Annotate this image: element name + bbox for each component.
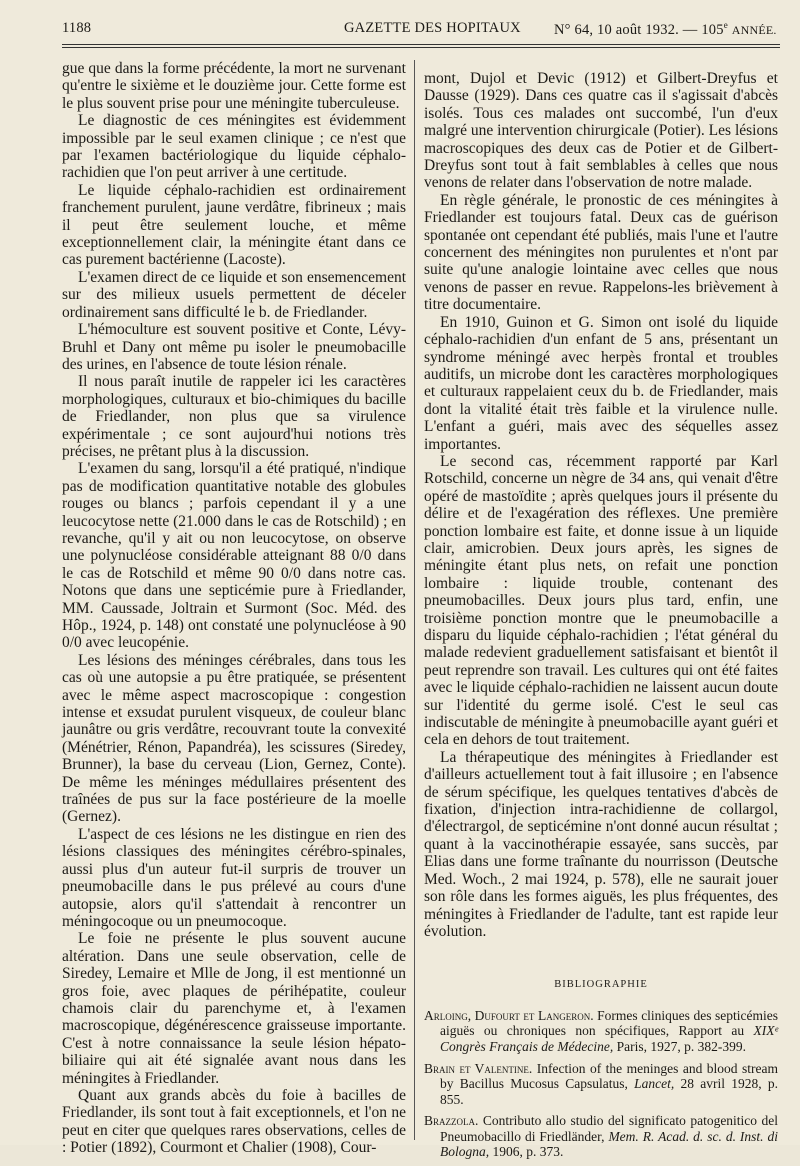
journal-title: GAZETTE DES HOPITAUX: [344, 20, 521, 36]
issue-info: [554, 20, 777, 39]
bib-authors: Brazzola.: [424, 1113, 479, 1129]
column-divider: [414, 60, 415, 1140]
issue-text: N° 64, 10 août 1932. — 105: [554, 21, 724, 38]
paragraph: L'hémoculture est souvent positive et Conte, Lévy-Bruhl et Dany ont même pu isoler le pneumobacille des urines, en l'absence de toute lésion rénale.: [62, 321, 406, 373]
paragraph: mont, Dujol et Devic (1912) et Gilbert-Dreyfus et Dausse (1929). Dans ces quatre cas il s'agissait d'abcès isolés. Tous ces malades ont succombé, l'un d'eux malgré une intervention chirurgicale (Potier). Les lésions macroscopiques des deux cas de Potier et de Gilbert-Dreyfus sont tout à fait semblables à celles que nous venons de relater dans l'observation de notre malade.: [424, 70, 778, 192]
bib-text: Formes cliniques des septicémies aiguës ou chroniques non spécifiques, Rapport au: [440, 1007, 778, 1039]
issue-sup: e: [723, 20, 728, 30]
bib-source: Lancet,: [634, 1076, 675, 1092]
paragraph: En règle générale, le pronostic de ces méningites à Friedlander est toujours fatal. Deux cas de guérison spontanée ont cependant été publiés, mais l'une et l'autre concernent des méningites non purulentes et n'ont par suite qu'une analogie lointaine avec celles que nous venons de passer en revue. Rappelons-les brièvement à titre documentaire.: [424, 191, 778, 314]
paragraph: Le liquide céphalo-rachidien est ordinairement franchement purulent, jaune verdâtre, fibrineux ; mais il peut être seulement louche, et même exceptionnellement clair, la méningite étant dans ce cas purement bactérienne (Lacoste).: [62, 181, 406, 269]
bib-authors: Brain et Valentine.: [424, 1060, 533, 1076]
bibliography-entry: [424, 1008, 778, 1055]
bibliography-entry: [424, 1061, 778, 1108]
paragraph: Le foie ne présente le plus souvent aucune altération. Dans une seule observation, celle de Siredey, Lemaire et Mlle de Jong, il est mentionné un gros foie, avec plaques de périhépatite, couleur chamois clair du parenchyme et, à l'examen macroscopique, dégénérescence graisseuse importante. C'est à notre connaissance la seule lésion hépato-biliaire qui ait été signalée avant nous dans les méningites à Friedlander.: [62, 930, 406, 1087]
paragraph: L'examen direct de ce liquide et son ensemencement sur des milieux usuels permettent de déceler ordinairement sans difficulté le b. de Friedlander.: [62, 268, 406, 321]
header-rule-top: [62, 44, 780, 45]
paragraph: L'aspect de ces lésions ne les distingue en rien des lésions classiques des méningites cérébro-spinales, aussi plus d'un auteur fut-il surpris de trouver un pneumobacille dans le pus prélevé au cours d'une autopsie, alors qu'il s'attendait à rencontrer un méningocoque ou un pneumocoque.: [62, 825, 406, 930]
bib-tail: Paris, 1927, p. 382-399.: [613, 1038, 746, 1054]
paragraph: L'examen du sang, lorsqu'il a été pratiqué, n'indique pas de modification quantitative notable des globules rouges ou blancs ; parfois cependant il y a une leucocytose nette (21.000 dans le cas de Rotschild) ; en revanche, qu'il y ait ou non leucocytose, on observe une polynucléose considérable atteignant 88 0/0 dans le cas de Rotschild et même 90 0/0 dans notre cas. Notons que dans une septicémie pure à Friedlander, MM. Caussade, Joltrain et Surmont (Soc. Méd. des Hôp., 1924, p. 148) ont constaté une polynucléose à 90 0/0 avec leucopénie.: [62, 460, 406, 652]
bib-source: Mem. R. Acad. d. sc. d. Inst. di Bologna,: [440, 1128, 778, 1160]
paragraph: En 1910, Guinon et G. Simon ont isolé du liquide céphalo-rachidien d'un enfant de 5 ans, présentant un syndrome méningé avec herpès frontal et troubles auditifs, un microbe dont les caractères morphologiques et culturaux rappelaient ceux du b. de Friedlander, mais dont la vitalité était très faible et la virulence nulle. L'enfant a guéri, mais avec des séquelles assez importantes.: [424, 313, 778, 453]
paragraph: Le second cas, récemment rapporté par Karl Rotschild, concerne un nègre de 34 ans, qui venait d'être opéré de mastoïdite ; après quelques jours il présente du délire et de l'exagération des réflexes. Une première ponction lombaire est faite, et donne issue à un liquide clair, amicrobien. Deux jours après, les signes de méningite étant plus nets, on refait une ponction lombaire : liquide trouble, contenant des pneumobacilles. Deux jours plus tard, enfin, une troisième ponction montre que le pneumobacille a disparu du liquide céphalo-rachidien ; l'état général du malade redevient graduellement satisfaisant et bientôt il peut reprendre son travail. Les cultures qui ont été faites avec le liquide céphalo-rachidien ne laissent aucun doute sur l'identité du germe isolé. C'est le seul cas indiscutable de méningite à pneumobacille ayant guéri et cela en dehors de tout traitement.: [424, 452, 778, 749]
paragraph: Quant aux grands abcès du foie à bacilles de Friedlander, ils sont tout à fait exceptionnels, et l'on ne peut en citer que quelques rares observations, celles de : Potier (1892), Courmont et Chalier (1908), Cour-: [62, 1086, 406, 1157]
header-rule-bottom: [62, 47, 780, 48]
page-number: 1188: [62, 20, 92, 36]
bib-tail: 1906, p. 373.: [489, 1144, 564, 1160]
left-column: [62, 60, 406, 1157]
bib-authors: Arloing, Dufourt et Langeron.: [424, 1007, 594, 1023]
paragraph: gue que dans la forme précédente, la mort ne survenant qu'entre le sixième et le douzième jour. Cette forme est le plus souvent prise pour une méningite tuberculeuse.: [62, 60, 406, 112]
bibliography-entry: [424, 1113, 778, 1160]
paragraph: La thérapeutique des méningites à Friedlander est d'ailleurs actuellement tout à fait illusoire ; en l'absence de sérum spécifique, les quelques tentatives d'abcès de fixation, d'injection intra-rachidienne de collargol, d'électrargol, de septicémine n'ont donné aucun résultat ; quant à la vaccinothérapie essayée, sans succès, par Elias dans une forme traînante du nourrisson (Deutsche Med. Woch., 2 mai 1924, p. 578), elle ne saurait jouer son rôle dans les formes aiguës, les plus fréquentes, des méningites à Friedlander de l'adulte, tant est rapide leur évolution.: [424, 748, 778, 940]
annee-label: ANNÉE.: [731, 22, 777, 37]
bib-source: XIXᵉ Congrès Français de Médecine,: [440, 1023, 778, 1054]
page-header: [62, 18, 780, 42]
bib-tail: 28 avril 1928, p. 855.: [440, 1076, 778, 1107]
paragraph: Il nous paraît inutile de rappeler ici les caractères morphologiques, culturaux et bio-chimiques du bacille de Friedlander, non plus que sa virulence expérimentale ; ce sont aujourd'hui notions très précises, ne prêtant plus à la discussion.: [62, 373, 406, 460]
bib-text: Contributo allo studio del significato patogenitico del Pneumobacillo di Friedländer,: [440, 1113, 778, 1144]
paragraph: Le diagnostic de ces méningites est évidemment impossible par le seul examen clinique ; ce n'est que par l'examen bactériologique du liquide céphalo-rachidien que l'on peut arriver à une certitude.: [62, 112, 406, 182]
paragraph: Les lésions des méninges cérébrales, dans tous les cas où une autopsie a pu être pratiquée, se présentent avec le même aspect macroscopique : congestion intense et exsudat purulent visqueux, de couleur blanc jaunâtre ou gris verdâtre, recouvrant toute la convexité (Ménétrier, Rénon, Papandréa), les scissures (Siredey, Brunner), la base du cerveau (Lion, Gernez, Conte). De même les méninges médullaires présentent des traînées de pus sur la face postérieure de la moelle (Gernez).: [62, 651, 406, 826]
bibliography-title: BIBLIOGRAPHIE: [554, 979, 648, 991]
bib-text: Infection of the meninges and blood stream by Bacillus Mucosus Capsulatus,: [440, 1060, 778, 1092]
right-column: [424, 70, 778, 1166]
